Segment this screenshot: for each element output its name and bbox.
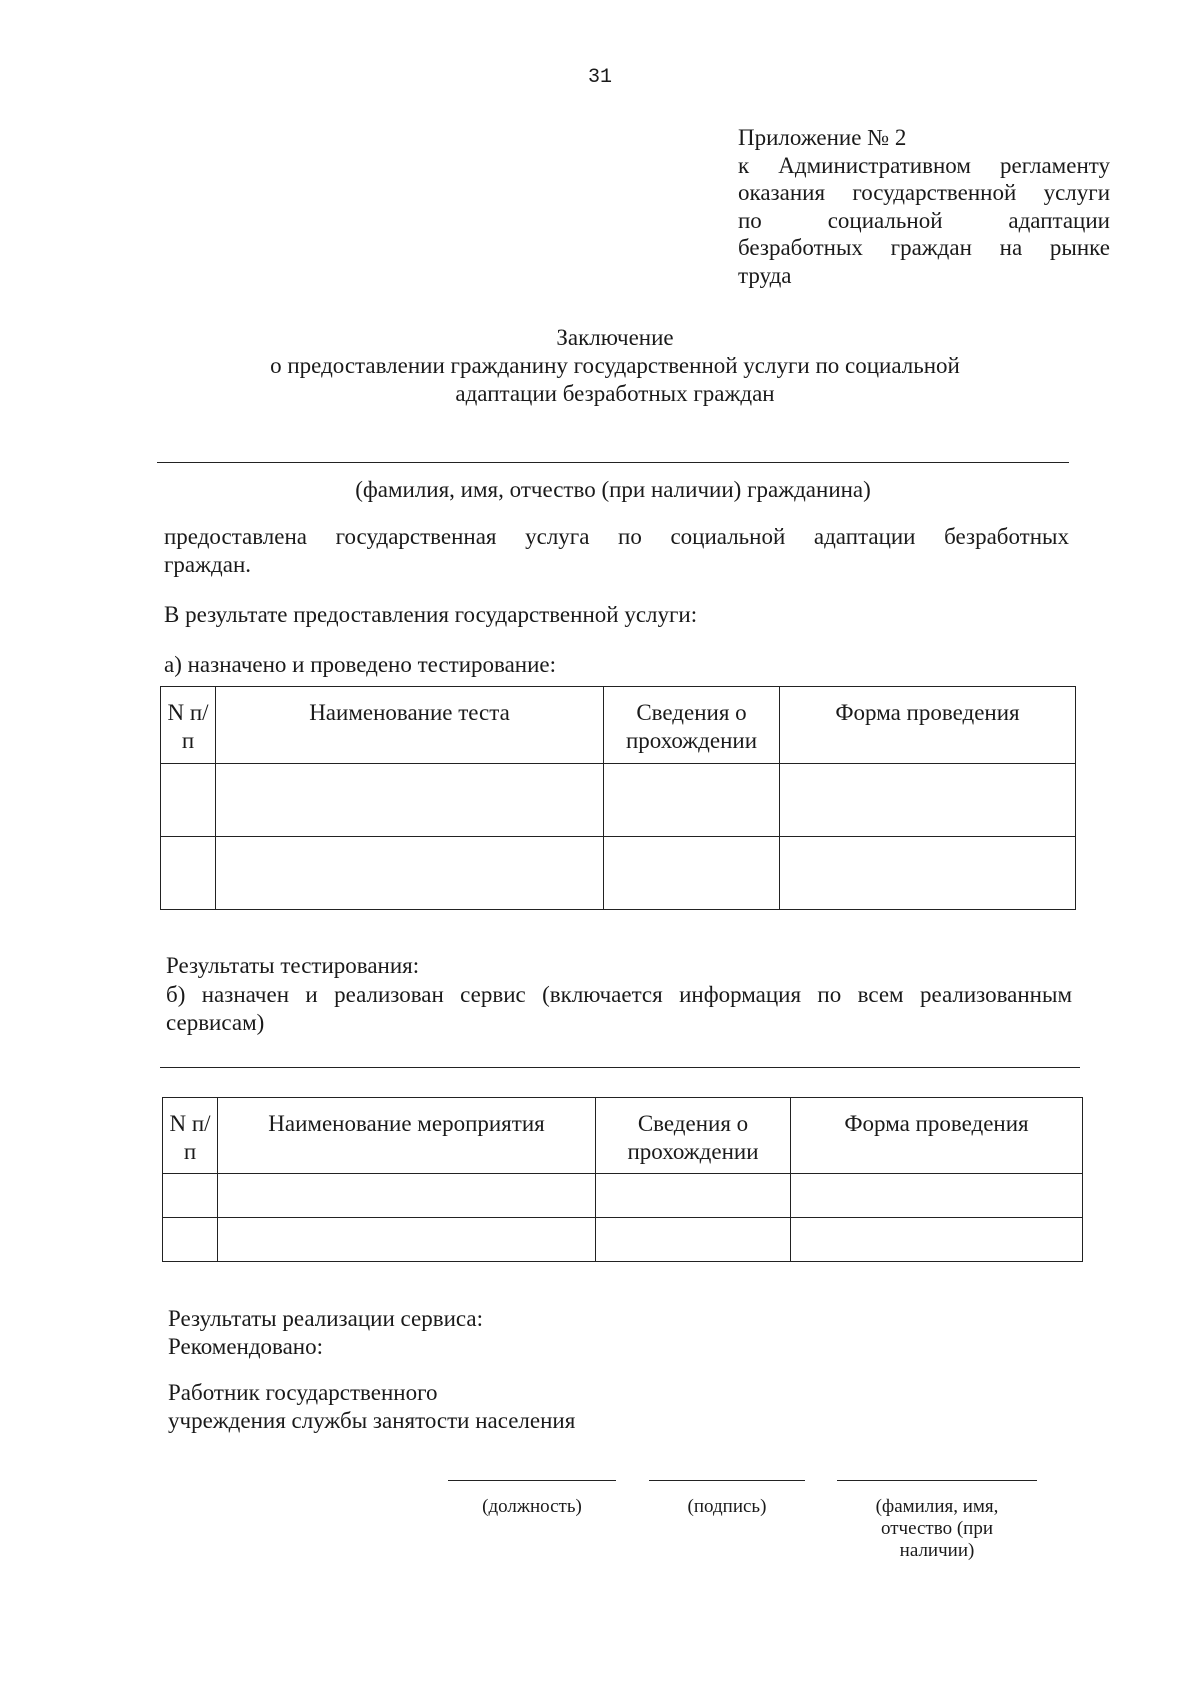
header-completion-info: Сведения о прохождении [596,1098,791,1174]
signature-caption: (подпись) [687,1496,767,1517]
table-cell[interactable] [780,764,1076,837]
table-header-row [163,1098,1083,1174]
fio-caption [837,1496,1037,1562]
table-cell[interactable] [163,1174,218,1218]
appendix-line: к Административном регламенту [738,152,1110,178]
table-row [163,1174,1083,1218]
title-line: о предоставлении гражданину государственной услуги по социальной [270,353,960,378]
fio-caption-line: отчество (при [880,1518,993,1539]
header-form: Форма проведения [780,687,1076,764]
fio-caption-line: (фамилия, имя, [875,1496,999,1517]
table-cell[interactable] [163,1218,218,1262]
header-number: N п/п [163,1098,218,1174]
fio-caption-line: наличии) [899,1540,975,1561]
testing-results-label: Результаты тестирования: [166,953,420,978]
table-cell[interactable] [604,764,780,837]
result-intro: В результате предоставления государственной услуги: [164,602,698,627]
worker-line: Работник государственного [168,1380,438,1405]
worker-label [168,1379,575,1435]
worker-line: учреждения службы занятости населения [168,1408,576,1433]
appendix-line: труда [738,262,792,288]
table-cell[interactable] [218,1174,596,1218]
title-line: Заключение [556,325,674,350]
title-line: адаптации безработных граждан [455,381,775,406]
position-line [448,1480,616,1481]
recommended-label: Рекомендовано: [168,1334,324,1359]
table-cell[interactable] [161,837,216,910]
table-cell[interactable] [218,1218,596,1262]
page-number: 31 [587,66,612,89]
table-cell[interactable] [791,1174,1083,1218]
header-number: N п/п [161,687,216,764]
testing-table [160,686,1076,910]
position-caption: (должность) [482,1496,582,1517]
appendix-line: безработных граждан на рынке [738,235,1110,260]
table-cell[interactable] [216,764,604,837]
appendix-line: оказания государственной услуги [738,180,1110,205]
table-cell[interactable] [596,1218,791,1262]
appendix-line: по социальной адаптации [738,207,1110,233]
fio-line [837,1480,1037,1481]
service-info-line [160,1067,1080,1068]
table-header-row [161,687,1076,764]
appendix-header [738,124,1110,289]
table-cell[interactable] [780,837,1076,910]
header-test-name: Наименование теста [216,687,604,764]
table-cell[interactable] [596,1174,791,1218]
provided-line: граждан. [164,552,252,577]
table-row [163,1218,1083,1262]
table-cell[interactable] [791,1218,1083,1262]
table-row [161,764,1076,837]
section-a-heading: а) назначено и проведено тестирование: [164,652,556,677]
signature-line [649,1480,805,1481]
table-cell[interactable] [604,837,780,910]
table-cell[interactable] [161,764,216,837]
header-event-name: Наименование мероприятия [218,1098,596,1174]
header-completion-info: Сведения о прохождении [604,687,780,764]
table-row [161,837,1076,910]
service-table [162,1097,1083,1262]
service-results-label: Результаты реализации сервиса: [168,1306,483,1331]
provided-line: предоставлена государственная услуга по социальной адаптации безработных [164,524,1069,549]
appendix-line: Приложение № 2 [738,125,907,150]
section-b-line: сервисам) [166,1010,265,1035]
citizen-name-caption: (фамилия, имя, отчество (при наличии) гражданина) [355,477,871,502]
table-cell[interactable] [216,837,604,910]
section-b-paragraph [166,981,1072,1037]
document-title [0,324,1200,408]
citizen-name-line [157,462,1069,463]
provided-paragraph [164,523,1069,579]
section-b-line: б) назначен и реализован сервис (включается информация по всем реализованным [166,982,1072,1007]
header-form: Форма проведения [791,1098,1083,1174]
